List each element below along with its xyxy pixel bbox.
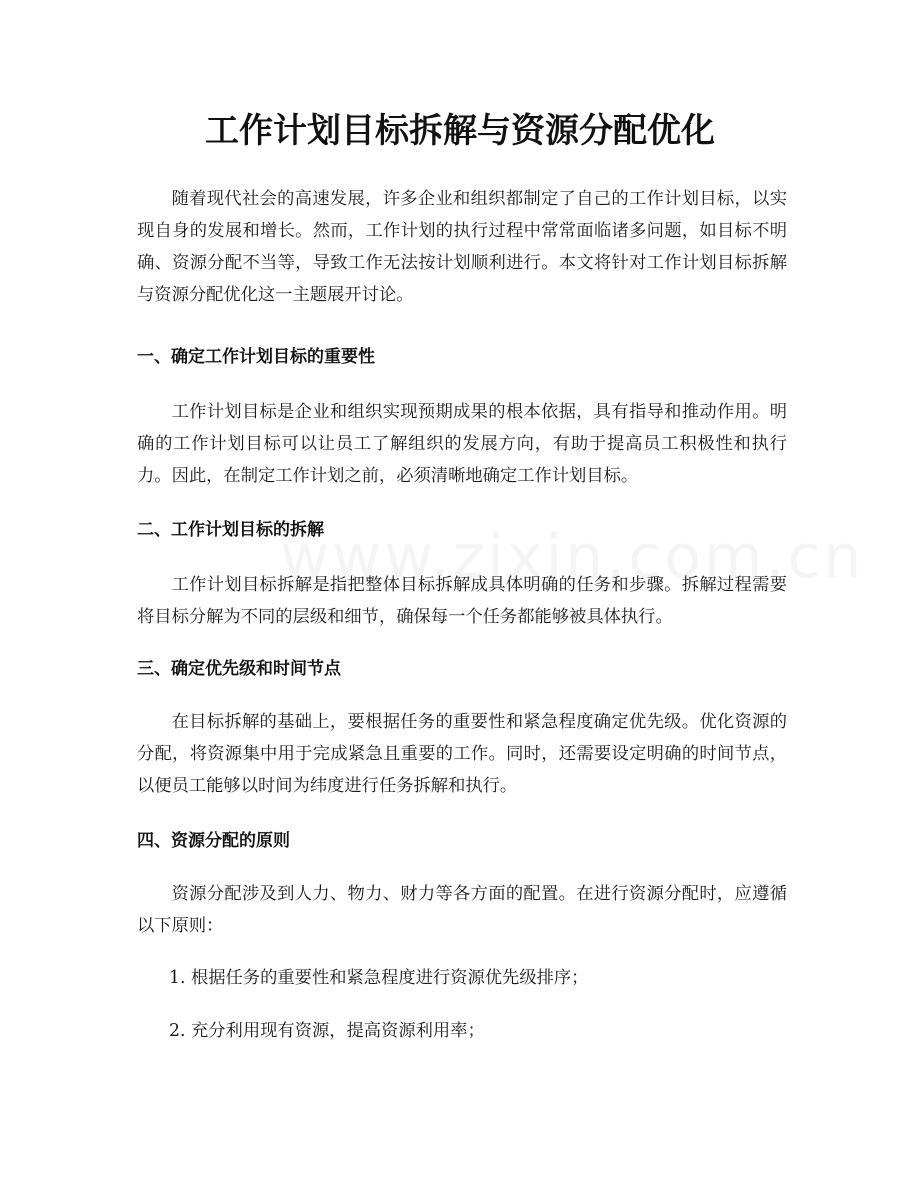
section-heading-3: 三、确定优先级和时间节点 — [137, 659, 341, 679]
section-heading-1: 一、确定工作计划目标的重要性 — [137, 347, 375, 367]
section-heading-2: 二、工作计划目标的拆解 — [137, 520, 324, 540]
section-body-1: 工作计划目标是企业和组织实现预期成果的根本依据，具有指导和推动作用。明确的工作计划目标可以让员工了解组织的发展方向，有助于提高员工积极性和执行力。因此，在制定工作计划之前，必须清晰地确定工作计划目标。 — [137, 402, 787, 486]
principle-item-2: 2. 充分利用现有资源，提高资源利用率； — [169, 1021, 485, 1041]
intro-paragraph: 随着现代社会的高速发展，许多企业和组织都制定了自己的工作计划目标，以实现自身的发展和增长。然而，工作计划的执行过程中常常面临诸多问题，如目标不明确、资源分配不当等，导致工作无法按计划顺利进行。本文将针对工作计划目标拆解与资源分配优化这一主题展开讨论。 — [137, 189, 787, 305]
section-body-2: 工作计划目标拆解是指把整体目标拆解成具体明确的任务和步骤。拆解过程需要将目标分解为不同的层级和细节，确保每一个任务都能够被具体执行。 — [137, 575, 787, 627]
section-body-3: 在目标拆解的基础上，要根据任务的重要性和紧急程度确定优先级。优化资源的分配，将资源集中用于完成紧急且重要的工作。同时，还需要设定明确的时间节点，以便员工能够以时间为纬度进行任务拆解和执行。 — [137, 712, 787, 796]
document-title: 工作计划目标拆解与资源分配优化 — [205, 111, 715, 151]
section-heading-4: 四、资源分配的原则 — [137, 831, 290, 851]
section-body-4: 资源分配涉及到人力、物力、财力等各方面的配置。在进行资源分配时，应遵循以下原则： — [137, 884, 787, 936]
principle-item-1: 1. 根据任务的重要性和紧急程度进行资源优先级排序； — [169, 968, 589, 988]
